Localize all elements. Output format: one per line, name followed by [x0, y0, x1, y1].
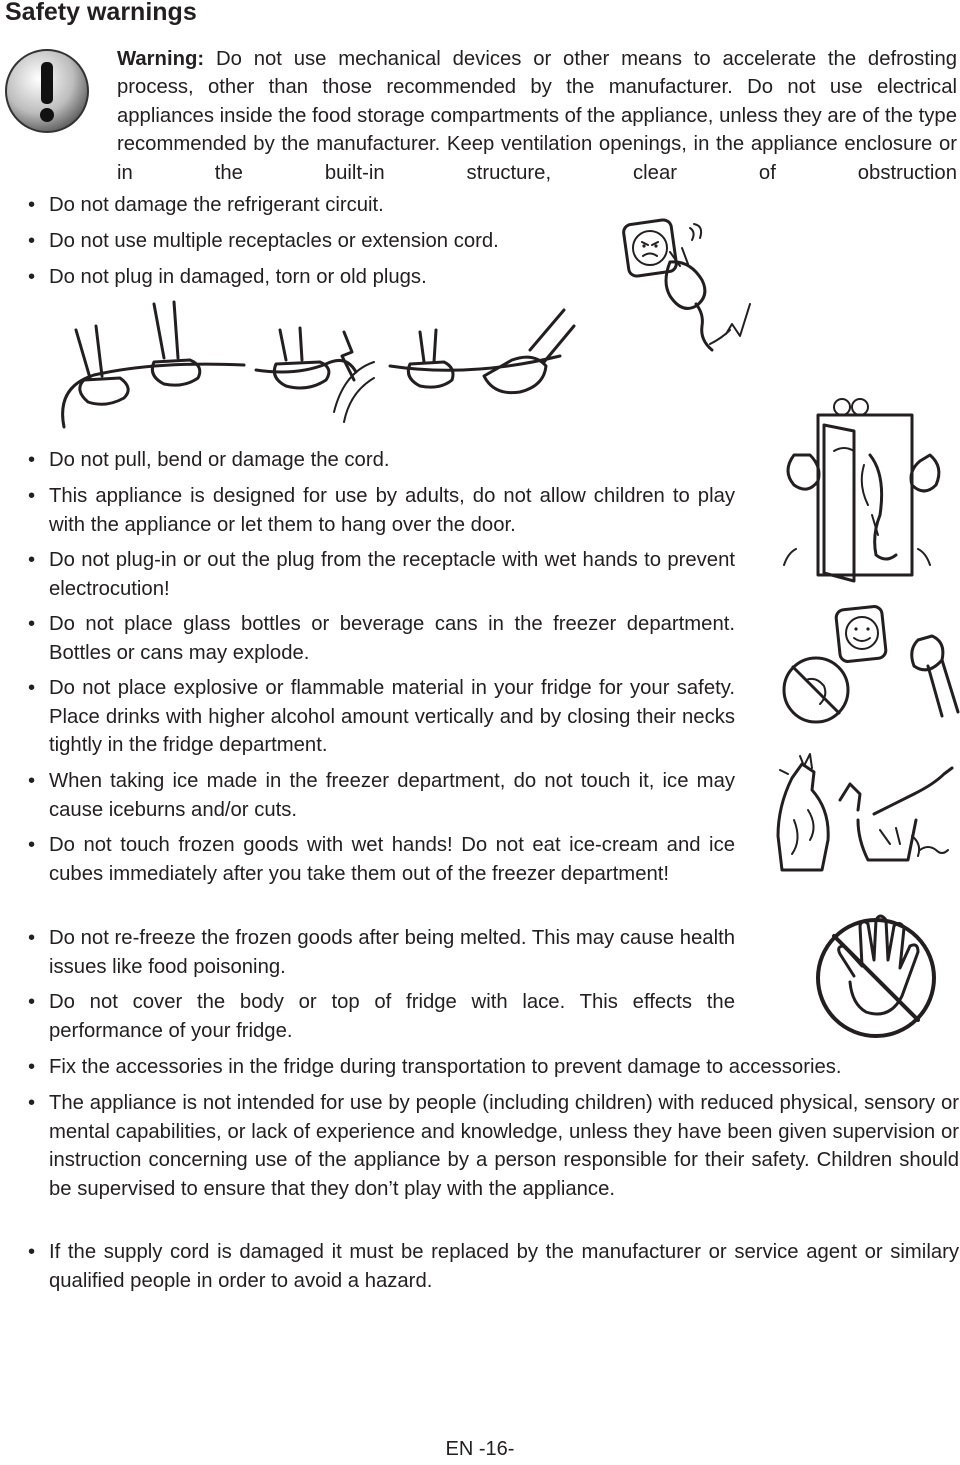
- bullet-marker: •: [28, 230, 36, 252]
- bullet-marker: •: [28, 834, 36, 856]
- bullet-text: Do not touch frozen goods with wet hands! Do not eat ice-cream and ice cubes immediately after you take them out of the freezer department!: [49, 834, 735, 885]
- page-number: EN -16-: [445, 1438, 515, 1460]
- bullet-text: If the supply cord is damaged it must be replaced by the manufacturer or service agent or similary qualified people in order to avoid a hazard.: [49, 1241, 959, 1292]
- list-item: [28, 482, 735, 539]
- bullet-text: This appliance is designed for use by adults, do not allow children to play with the appliance or let them to hang over the door.: [49, 485, 735, 536]
- bullet-marker: •: [28, 266, 36, 288]
- list-item: [28, 988, 735, 1045]
- list-item: [28, 924, 735, 981]
- bullet-marker: •: [28, 1241, 36, 1263]
- list-item: [28, 1053, 959, 1082]
- bullet-text: Do not place glass bottles or beverage cans in the freezer department. Bottles or cans may explode.: [49, 613, 735, 664]
- bullet-text: Do not damage the refrigerant circuit.: [49, 194, 384, 216]
- bullet-text: Do not plug-in or out the plug from the receptacle with wet hands to prevent electrocution!: [49, 549, 735, 600]
- bullet-marker: •: [28, 927, 36, 949]
- list-item: [28, 546, 735, 603]
- bullet-marker: •: [28, 194, 36, 216]
- exploding-bottles-icon: [770, 750, 955, 880]
- warning-label: Warning:: [117, 48, 205, 70]
- bullet-text: The appliance is not intended for use by people (including children) with reduced physical, sensory or mental capabilities, or lack of experience and knowledge, unless they have been given supervision or instruction concerning use of the appliance by a person responsible for their safety. Children should be supervised to ensure that they don’t play with the appliance.: [49, 1092, 959, 1200]
- bullet-text: Do not place explosive or flammable material in your fridge for your safety. Place drinks with higher alcohol amount vertically and by closing their necks tightly in the fridge department.: [49, 677, 735, 757]
- bullet-text: Fix the accessories in the fridge during transportation to prevent damage to accessories.: [49, 1056, 842, 1078]
- list-item: [28, 767, 735, 824]
- child-fridge-door-icon: [780, 395, 955, 595]
- bullet-marker: •: [28, 549, 36, 571]
- list-item: [28, 1238, 959, 1295]
- page-title: Safety warnings: [5, 0, 197, 26]
- list-item: [28, 831, 735, 888]
- bullet-marker: •: [28, 449, 36, 471]
- bullet-marker: •: [28, 613, 36, 635]
- list-item: [28, 446, 735, 475]
- bullet-text: Do not pull, bend or damage the cord.: [49, 449, 390, 471]
- list-item: [28, 191, 749, 220]
- list-item: [28, 674, 735, 760]
- bullet-marker: •: [28, 485, 36, 507]
- bullet-marker: •: [28, 991, 36, 1013]
- warning-text: Do not use mechanical devices or other means to accelerate the defrosting process, other than those recommended by the manufacturer. Do not use electrical appliances inside the food storage compartments of the appliance, unless they are of the type recommended by the manufacturer. Keep ventilation openings, in the appliance enclosure or in the built-in structure, clear of obstruction: [117, 48, 957, 184]
- warning-icon: [4, 48, 90, 134]
- bullet-text: Do not cover the body or top of fridge with lace. This effects the performance of your fridge.: [49, 991, 735, 1042]
- list-item: [28, 1089, 959, 1203]
- list-item: [28, 610, 735, 667]
- wet-hands-socket-icon: [778, 600, 960, 740]
- bullet-marker: •: [28, 1056, 36, 1078]
- bullet-text: When taking ice made in the freezer department, do not touch it, ice may cause iceburns and/or cuts.: [49, 770, 735, 821]
- cord-hands-icon: [44, 302, 574, 432]
- bullet-marker: •: [28, 770, 36, 792]
- warning-paragraph: [117, 45, 957, 187]
- bullet-marker: •: [28, 677, 36, 699]
- angry-plug-socket-icon: [618, 218, 768, 358]
- bullet-text: Do not re-freeze the frozen goods after being melted. This may cause health issues like food poisoning.: [49, 927, 735, 978]
- bullet-text: Do not plug in damaged, torn or old plugs.: [49, 266, 427, 288]
- bullet-text: Do not use multiple receptacles or extension cord.: [49, 230, 499, 252]
- no-touch-hand-icon: [808, 912, 948, 1042]
- bullet-marker: •: [28, 1092, 36, 1114]
